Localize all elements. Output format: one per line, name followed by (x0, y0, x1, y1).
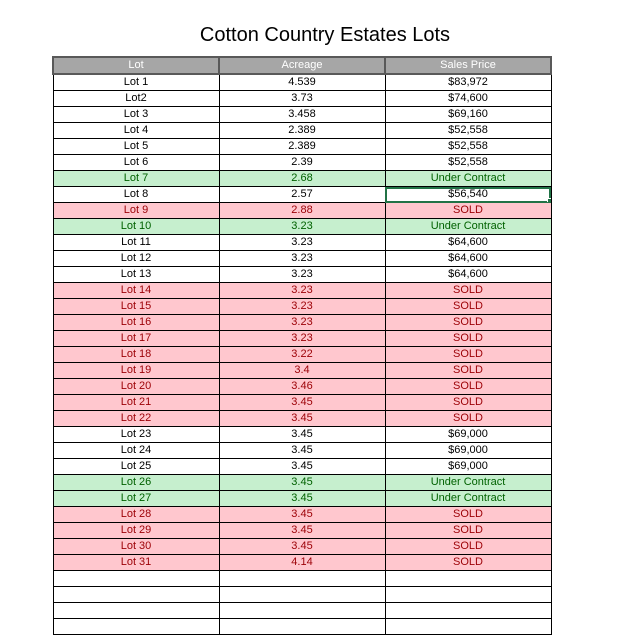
cell-acreage[interactable]: 3.458 (219, 107, 385, 123)
cell-acreage[interactable]: 4.14 (219, 555, 385, 571)
cell-acreage[interactable]: 3.45 (219, 459, 385, 475)
cell-sales-price[interactable]: SOLD (385, 539, 551, 555)
cell-sales-price[interactable]: $64,600 (385, 235, 551, 251)
cell-sales-price[interactable]: $64,600 (385, 267, 551, 283)
cell-lot[interactable]: Lot 1 (53, 74, 219, 91)
cell-acreage[interactable]: 3.45 (219, 427, 385, 443)
cell-sales-price[interactable]: SOLD (385, 523, 551, 539)
cell-lot[interactable]: Lot 4 (53, 123, 219, 139)
cell-acreage[interactable]: 3.46 (219, 379, 385, 395)
table-row (53, 267, 551, 283)
table-row (53, 203, 551, 219)
empty-cell[interactable] (219, 619, 385, 635)
empty-row (53, 603, 551, 619)
cell-lot[interactable]: Lot2 (53, 91, 219, 107)
cell-acreage[interactable]: 3.73 (219, 91, 385, 107)
cell-acreage[interactable]: 3.45 (219, 523, 385, 539)
table-row (53, 347, 551, 363)
cell-lot[interactable]: Lot 11 (53, 235, 219, 251)
column-header-lot[interactable]: Lot (53, 57, 219, 74)
table-body (53, 74, 551, 635)
cell-lot[interactable]: Lot 21 (53, 395, 219, 411)
empty-cell[interactable] (385, 587, 551, 603)
cell-lot[interactable]: Lot 18 (53, 347, 219, 363)
empty-cell[interactable] (385, 619, 551, 635)
cell-acreage[interactable]: 3.23 (219, 235, 385, 251)
column-header-acreage[interactable]: Acreage (219, 57, 385, 74)
cell-lot[interactable]: Lot 16 (53, 315, 219, 331)
table-row (53, 395, 551, 411)
sheet-title: Cotton Country Estates Lots (199, 24, 451, 46)
table-row (53, 555, 551, 571)
cell-acreage[interactable]: 3.23 (219, 219, 385, 235)
cell-sales-price[interactable]: SOLD (385, 363, 551, 379)
cell-acreage[interactable]: 4.539 (219, 74, 385, 91)
cell-acreage[interactable]: 2.57 (219, 187, 385, 203)
table-row (53, 411, 551, 427)
empty-row (53, 587, 551, 603)
cell-lot[interactable]: Lot 12 (53, 251, 219, 267)
table-row (53, 219, 551, 235)
cell-sales-price[interactable]: SOLD (385, 283, 551, 299)
empty-cell[interactable] (385, 603, 551, 619)
table-row (53, 107, 551, 123)
cell-sales-price[interactable]: SOLD (385, 347, 551, 363)
cell-sales-price[interactable]: Under Contract (385, 171, 551, 187)
cell-lot[interactable]: Lot 26 (53, 475, 219, 491)
cell-lot[interactable]: Lot 15 (53, 299, 219, 315)
cell-sales-price[interactable]: SOLD (385, 411, 551, 427)
table-row (53, 251, 551, 267)
cell-lot[interactable]: Lot 5 (53, 139, 219, 155)
cell-sales-price[interactable]: $52,558 (385, 155, 551, 171)
cell-sales-price[interactable]: $69,000 (385, 443, 551, 459)
cell-lot[interactable]: Lot 20 (53, 379, 219, 395)
empty-cell[interactable] (53, 571, 219, 587)
cell-acreage[interactable]: 2.68 (219, 171, 385, 187)
cell-lot[interactable]: Lot 25 (53, 459, 219, 475)
column-header-sales-price[interactable]: Sales Price (385, 57, 551, 74)
table-row (53, 491, 551, 507)
empty-cell[interactable] (219, 571, 385, 587)
cell-sales-price[interactable]: Under Contract (385, 475, 551, 491)
cell-acreage[interactable]: 3.45 (219, 411, 385, 427)
cell-lot[interactable]: Lot 10 (53, 219, 219, 235)
cell-sales-price[interactable]: SOLD (385, 379, 551, 395)
cell-acreage[interactable]: 2.88 (219, 203, 385, 219)
cell-lot[interactable]: Lot 27 (53, 491, 219, 507)
cell-acreage[interactable]: 2.389 (219, 139, 385, 155)
cell-sales-price[interactable]: $52,558 (385, 139, 551, 155)
cell-acreage[interactable]: 3.23 (219, 251, 385, 267)
cell-sales-price[interactable]: $83,972 (385, 74, 551, 91)
cell-acreage[interactable]: 2.389 (219, 123, 385, 139)
cell-lot[interactable]: Lot 3 (53, 107, 219, 123)
cell-lot[interactable]: Lot 28 (53, 507, 219, 523)
table-row (53, 139, 551, 155)
table-row (53, 123, 551, 139)
empty-row (53, 571, 551, 587)
table-row (53, 74, 551, 91)
cell-acreage[interactable]: 3.45 (219, 443, 385, 459)
cell-lot[interactable]: Lot 14 (53, 283, 219, 299)
cell-lot[interactable]: Lot 23 (53, 427, 219, 443)
table-row (53, 363, 551, 379)
cell-lot[interactable]: Lot 22 (53, 411, 219, 427)
cell-sales-price[interactable]: SOLD (385, 555, 551, 571)
cell-sales-price[interactable]: SOLD (385, 315, 551, 331)
cell-sales-price[interactable]: Under Contract (385, 219, 551, 235)
cell-sales-price[interactable]: SOLD (385, 507, 551, 523)
cell-sales-price[interactable]: $69,000 (385, 459, 551, 475)
empty-cell[interactable] (53, 587, 219, 603)
table-row (53, 475, 551, 491)
table-row (53, 459, 551, 475)
cell-sales-price[interactable]: SOLD (385, 203, 551, 219)
cell-lot[interactable]: Lot 17 (53, 331, 219, 347)
empty-cell[interactable] (53, 603, 219, 619)
cell-sales-price[interactable]: $69,160 (385, 107, 551, 123)
table-row (53, 283, 551, 299)
table-row (53, 155, 551, 171)
cell-lot[interactable]: Lot 24 (53, 443, 219, 459)
cell-acreage[interactable]: 3.23 (219, 331, 385, 347)
cell-sales-price[interactable]: $69,000 (385, 427, 551, 443)
table-row (53, 187, 551, 203)
cell-sales-price[interactable]: $56,540 (385, 187, 551, 203)
cell-acreage[interactable]: 3.45 (219, 475, 385, 491)
cell-lot[interactable]: Lot 29 (53, 523, 219, 539)
empty-cell[interactable] (53, 619, 219, 635)
table-row (53, 427, 551, 443)
empty-row (53, 619, 551, 635)
cell-acreage[interactable]: 2.39 (219, 155, 385, 171)
cell-acreage[interactable]: 3.4 (219, 363, 385, 379)
empty-cell[interactable] (219, 603, 385, 619)
table-row (53, 91, 551, 107)
table-row (53, 299, 551, 315)
cell-sales-price[interactable]: $52,558 (385, 123, 551, 139)
cell-lot[interactable]: Lot 6 (53, 155, 219, 171)
cell-sales-price[interactable]: SOLD (385, 395, 551, 411)
cell-sales-price[interactable]: Under Contract (385, 491, 551, 507)
lots-table (52, 56, 552, 635)
empty-cell[interactable] (385, 571, 551, 587)
cell-lot[interactable]: Lot 13 (53, 267, 219, 283)
cell-acreage[interactable]: 3.23 (219, 299, 385, 315)
table-row (53, 331, 551, 347)
table-header-row (53, 57, 551, 74)
table-row (53, 507, 551, 523)
cell-acreage[interactable]: 3.22 (219, 347, 385, 363)
cell-lot[interactable]: Lot 7 (53, 171, 219, 187)
cell-acreage[interactable]: 3.23 (219, 315, 385, 331)
cell-acreage[interactable]: 3.45 (219, 539, 385, 555)
table-row (53, 443, 551, 459)
cell-sales-price[interactable]: SOLD (385, 331, 551, 347)
cell-acreage[interactable]: 3.45 (219, 395, 385, 411)
table-row (53, 539, 551, 555)
cell-lot[interactable]: Lot 8 (53, 187, 219, 203)
cell-acreage[interactable]: 3.45 (219, 507, 385, 523)
table-row (53, 379, 551, 395)
cell-lot[interactable]: Lot 31 (53, 555, 219, 571)
cell-lot[interactable]: Lot 9 (53, 203, 219, 219)
cell-acreage[interactable]: 3.45 (219, 491, 385, 507)
cell-lot[interactable]: Lot 30 (53, 539, 219, 555)
cell-sales-price[interactable]: $64,600 (385, 251, 551, 267)
cell-acreage[interactable]: 3.23 (219, 267, 385, 283)
table-row (53, 235, 551, 251)
cell-lot[interactable]: Lot 19 (53, 363, 219, 379)
cell-acreage[interactable]: 3.23 (219, 283, 385, 299)
table-row (53, 315, 551, 331)
table-row (53, 171, 551, 187)
empty-cell[interactable] (219, 587, 385, 603)
table-row (53, 523, 551, 539)
cell-sales-price[interactable]: SOLD (385, 299, 551, 315)
cell-sales-price[interactable]: $74,600 (385, 91, 551, 107)
